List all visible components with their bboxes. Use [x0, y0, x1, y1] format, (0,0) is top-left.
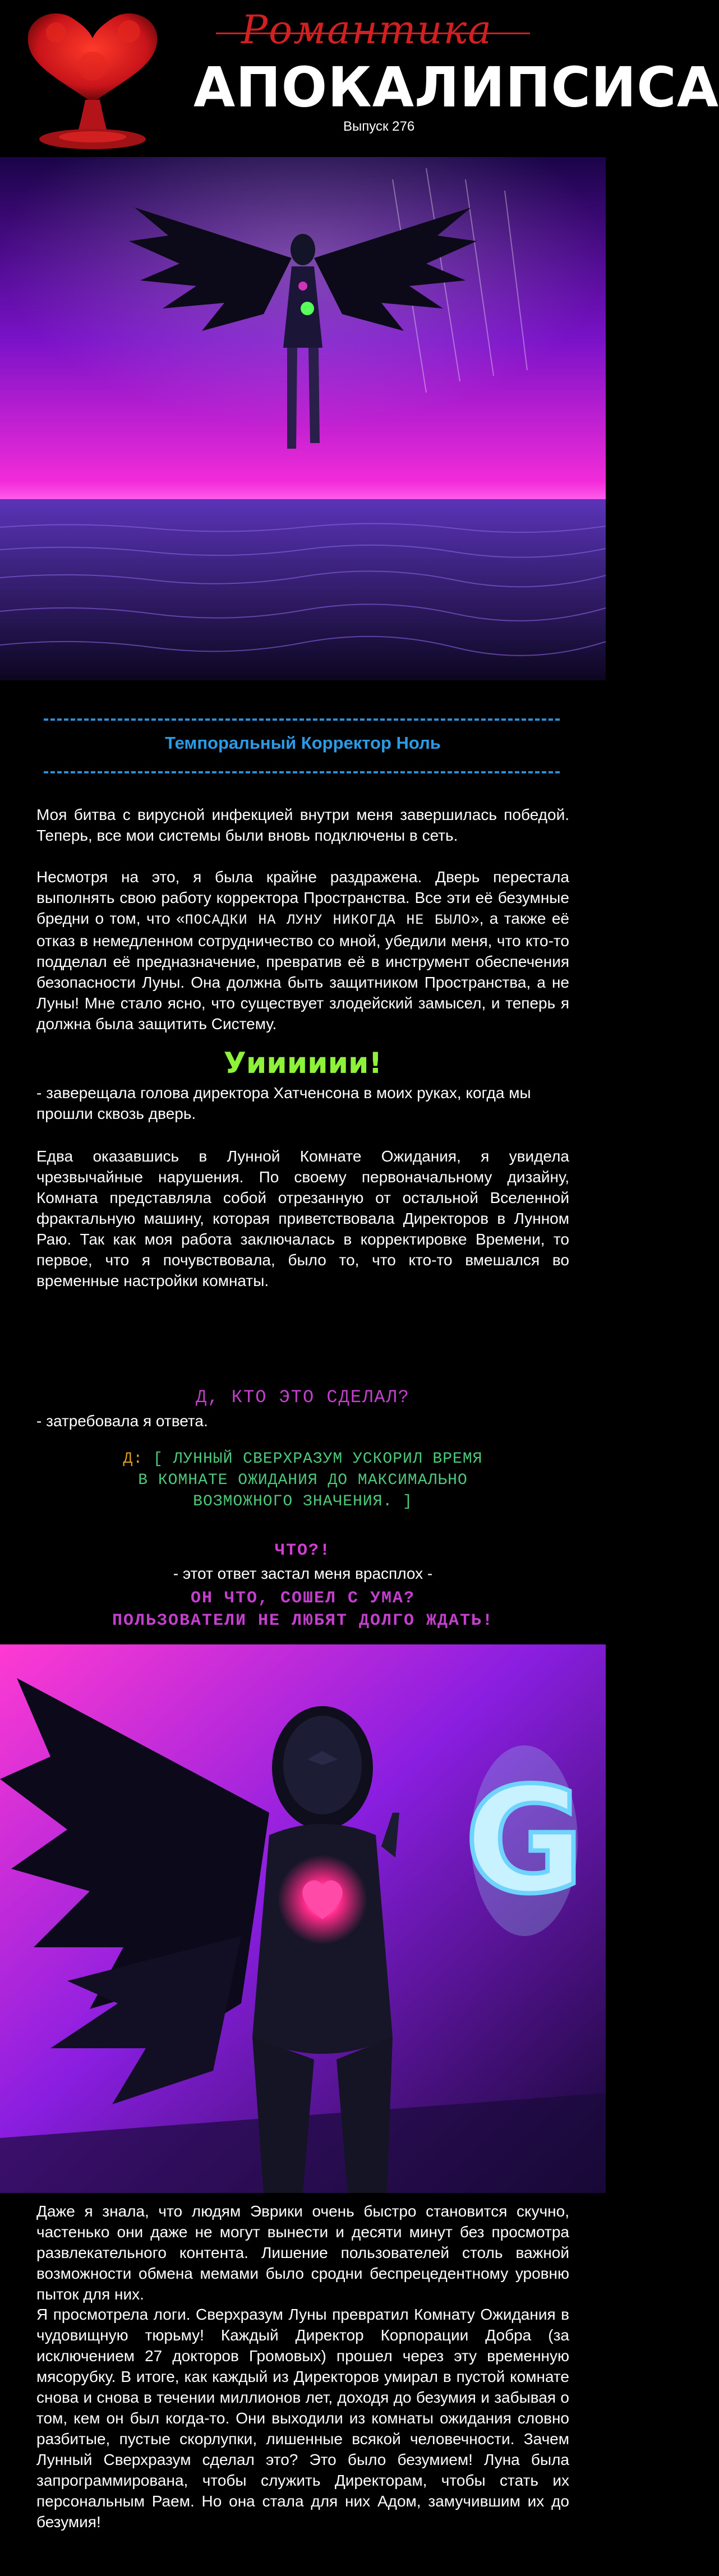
- chapter-subtitle: Темпоральный Корректор Ноль: [165, 733, 441, 753]
- paragraph-6: - этот ответ застал меня врасплох -: [173, 1565, 433, 1582]
- divider-bottom: [44, 771, 560, 773]
- exclaim-what: ЧТО?!: [274, 1541, 331, 1560]
- system-response: [0, 1449, 606, 1513]
- header: [0, 0, 719, 157]
- paragraph-8: Я просмотрела логи. Сверхразум Луны превратил Комнату Ожидания в чудовищную тюрьму! Каждый Директор Корпорации Добра (за исключением 27 докторов Громовых) прошел через эту временную мясорубку. В итоге, как каждый из Директоров умирал в пустой комнате снова и снова в течении миллионов лет, доходя до безумия и забывая о том, кем он был когда-то. Они выходили из комнаты ожидания словно разбитые, пустые скорлупки, лишенные всякой человечности. Зачем Лунный Сверхразум сделал это? Это было безумием! Луна была запрограммирована, чтобы служить Директорам, чтобы стать их персональным Раем. Но она стала для них Адом, замучившим их до безумия!: [36, 2306, 569, 2531]
- system-line-3: ВОЗМОЖНОГО ЗНАЧЕНИЯ. ]: [193, 1493, 413, 1510]
- hero-image-winged-android-over-sea: [0, 157, 606, 680]
- paragraph-1: Моя битва с вирусной инфекцией внутри меня завершилась победой. Теперь, все мои системы были вновь подключены в сеть.: [36, 806, 569, 844]
- paragraph-2-text-a: Несмотря на это, я была крайне раздражена. Дверь перестала выполнять свою работу корректора Пространства. Все эти её безумные бредни о том, что «: [36, 868, 569, 927]
- system-line-2: В КОМНАТЕ ОЖИДАНИЯ ДО МАКСИМАЛЬНО: [138, 1472, 468, 1489]
- paragraph-4: Едва оказавшись в Лунной Комнате Ожидания, я увидела чрезвычайные нарушения. По своему первоначальному дизайну, Комната представляла собой отрезанную от остальной Вселенной фрактальную машину, которая приветствовала Директоров в Лунном Раю. Так как моя работа заключалась в корректировке Времени, то первое, что я почувствовала, было то, что кто-то вмешался во временные настройки комнаты.: [36, 1148, 569, 1289]
- question-who-did-it: Д, КТО ЭТО СДЕЛАЛ?: [196, 1387, 410, 1408]
- series-title-romantika: Романтика: [241, 7, 493, 53]
- paragraph-5: - затребовала я ответа.: [36, 1412, 208, 1430]
- system-line-1: [ ЛУННЫЙ СВЕРХРАЗУМ УСКОРИЛ ВРЕМЯ: [153, 1450, 483, 1468]
- outburst-line-2: ПОЛЬЗОВАТЕЛИ НЕ ЛЮБЯТ ДОЛГО ЖДАТЬ!: [112, 1611, 494, 1630]
- outburst: [0, 1587, 606, 1632]
- paragraph-2-text-b: », а также её отказ в немедленном сотрудничество со мной, убедили меня, что кто-то подделал её предназначение, превратив её в инструмент обеспечения безопасности Луны. Она должна быть защитником Пространства, а не Луны! Мне стало ясно, что существует злодейский замысел, и теперь я должна была защитить Систему.: [36, 910, 569, 1033]
- paragraph-7: Даже я знала, что людям Эврики очень быстро становится скучно, частенько они даже не могут вынести и десяти минут без просмотра развлекательного контента. Лишение пользователей столь важной возможности обмена мемами было сродни беспрецедентному уровню пыток для них.: [36, 2202, 569, 2303]
- paragraph-2: [36, 867, 569, 1034]
- hero-image-android-with-glowing-heart: [0, 1644, 606, 2193]
- shout-uiii: Уииииии!: [223, 1047, 382, 1080]
- paragraph-3: - заверещала голова директора Хатченсона в моих руках, когда мы прошли сквозь дверь.: [36, 1084, 531, 1122]
- system-speaker: Д:: [123, 1450, 144, 1468]
- series-title-apokalipsisa: АПОКАЛИПСИСА: [193, 55, 719, 120]
- outburst-line-1: ОН ЧТО, СОШЕЛ С УМА?: [190, 1589, 416, 1608]
- nuclear-heart-cloud-icon: [22, 4, 163, 155]
- issue-number: Выпуск 276: [343, 119, 415, 134]
- glowing-letter-g: G: [464, 1757, 584, 1926]
- divider-top: [44, 718, 560, 721]
- paragraph-2-quote: ПОСАДКИ НА ЛУНУ НИКОГДА НЕ БЫЛО: [185, 912, 471, 928]
